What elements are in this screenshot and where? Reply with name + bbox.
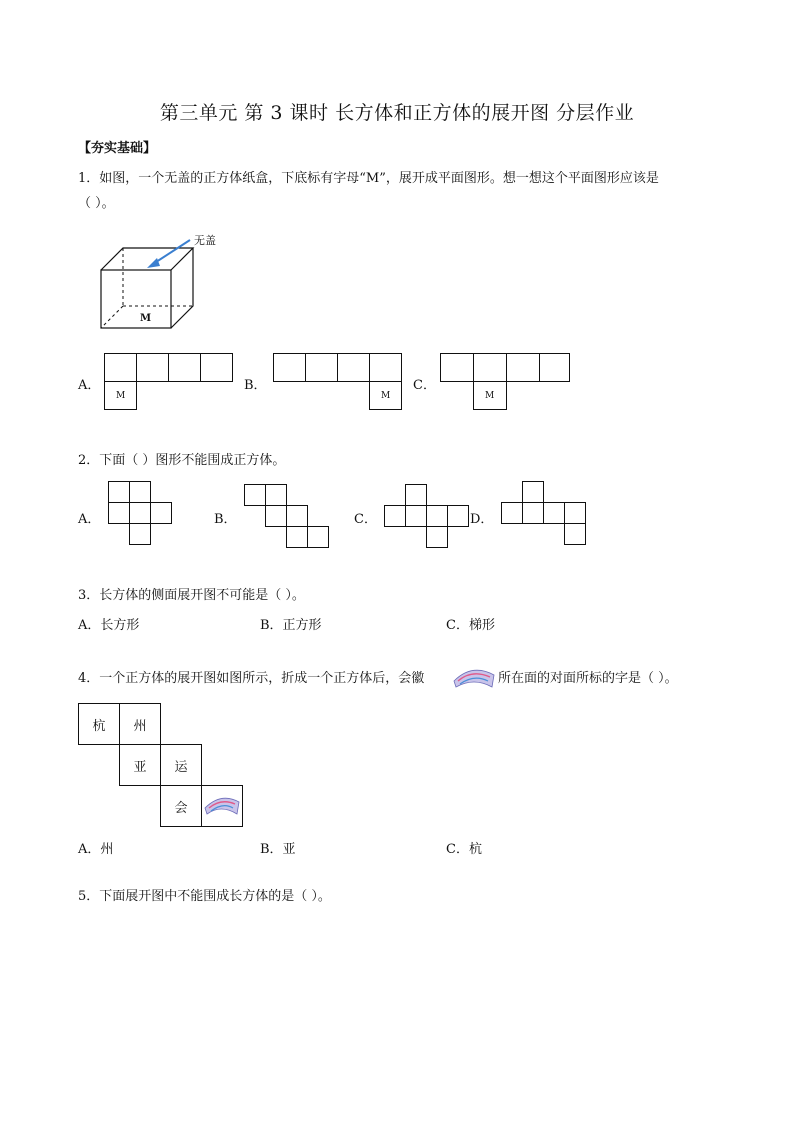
q2-option-a[interactable]: A．	[78, 512, 101, 527]
q2-option-d[interactable]: D．	[470, 512, 494, 527]
question-1-blank: （ ）。	[78, 196, 115, 211]
q3-option-b[interactable]: B．正方形	[260, 618, 322, 633]
q2-option-c[interactable]: C．	[354, 512, 377, 527]
q1-option-c[interactable]: C．	[413, 378, 436, 393]
q4-option-b[interactable]: B．亚	[260, 842, 296, 857]
net-face-zhou: 州	[119, 703, 161, 745]
q1-option-a[interactable]: A．	[78, 378, 101, 393]
net-face-hui: 会	[160, 785, 202, 827]
q3-option-c[interactable]: C．梯形	[446, 618, 495, 633]
question-2-text: 2．下面（ ）图形不能围成正方体。	[78, 453, 286, 468]
page-title: 第三单元 第 3 课时 长方体和正方体的展开图 分层作业	[159, 102, 635, 124]
q1-option-b[interactable]: B．	[244, 378, 267, 393]
q4-option-a[interactable]: A．州	[78, 842, 114, 857]
q1-a-m-label: M	[116, 391, 126, 401]
net-face-emblem	[201, 785, 243, 827]
q2-option-b[interactable]: B．	[214, 512, 237, 527]
asian-games-emblem-icon	[452, 665, 496, 691]
net-face-ya: 亚	[119, 744, 161, 786]
no-lid-label: 无盖	[194, 234, 216, 247]
q3-option-a[interactable]: A．长方形	[78, 618, 140, 633]
net-face-yun: 运	[160, 744, 202, 786]
question-5-text: 5．下面展开图中不能围成长方体的是（ ）。	[78, 889, 331, 904]
q1-b-m-label: M	[381, 391, 391, 401]
question-4-text-end: 所在面的对面所标的字是（ ）。	[498, 671, 678, 686]
question-3-text: 3．长方体的侧面展开图不可能是（ ）。	[78, 588, 305, 603]
question-4-text-start: 4．一个正方体的展开图如图所示，折成一个正方体后，会徽	[78, 671, 425, 686]
net-face-hang: 杭	[78, 703, 120, 745]
q4-option-c[interactable]: C．杭	[446, 842, 482, 857]
question-1-text: 1．如图，一个无盖的正方体纸盒，下底标有字母“M”，展开成平面图形。想一想这个平面图形应该是	[78, 171, 659, 186]
cube-m-label: M	[140, 313, 152, 324]
section-heading: 【夯实基础】	[78, 141, 157, 156]
asian-games-emblem-icon	[203, 794, 241, 818]
q1-c-m-label: M	[485, 391, 495, 401]
